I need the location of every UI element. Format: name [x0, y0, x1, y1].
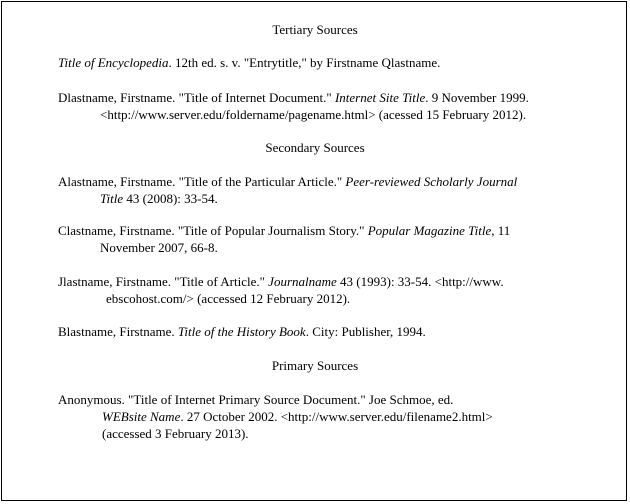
journal-title-part2: Title	[100, 191, 124, 206]
primary-doc-date-url: . 27 October 2002. <http://www.server.edu/filename2.html>	[180, 409, 493, 424]
citation-history-book	[58, 323, 588, 340]
primary-doc-accessed: (accessed 3 February 2013).	[102, 426, 249, 441]
citation-internet-document	[58, 89, 588, 123]
journal-title-part1: Peer-reviewed Scholarly Journal	[345, 174, 518, 189]
article-volume-pages: 43 (2008): 33-54.	[123, 191, 218, 206]
encyclopedia-details: . 12th ed. s. v. "Entrytitle," by Firstname Qlastname.	[168, 55, 441, 70]
heading-secondary-sources: Secondary Sources	[265, 140, 365, 155]
primary-doc-author-title: Anonymous. "Title of Internet Primary Source Document." Joe Schmoe, ed.	[58, 392, 454, 407]
online-journal-name: Journalname	[268, 274, 337, 289]
book-publisher: . City: Publisher, 1994.	[305, 324, 426, 339]
book-title: Title of the History Book	[177, 324, 306, 339]
heading-tertiary-sources: Tertiary Sources	[272, 22, 358, 37]
online-article-url: ebscohost.com/> (accessed 12 February 2012).	[106, 291, 351, 306]
citation-journalism-story	[58, 222, 588, 256]
citation-encyclopedia	[58, 54, 588, 71]
internet-doc-url: <http://www.server.edu/foldername/pagename.html> (acessed 15 February 2012).	[100, 107, 527, 122]
heading-primary-sources: Primary Sources	[271, 358, 359, 373]
online-article-volume: 43 (1993): 33-54. <http://www.	[336, 274, 504, 289]
internet-doc-author-title: Dlastname, Firstname. "Title of Internet Document."	[58, 90, 335, 105]
internet-doc-date: . 9 November 1999.	[425, 90, 529, 105]
primary-website-name: WEBsite Name	[102, 409, 181, 424]
citation-journal-article	[58, 173, 588, 207]
journalism-day: , 11	[491, 223, 511, 238]
book-author: Blastname, Firstname.	[58, 324, 178, 339]
online-article-author-title: Jlastname, Firstname. "Title of Article."	[58, 274, 269, 289]
internet-site-title: Internet Site Title	[334, 90, 426, 105]
citation-online-article	[58, 273, 588, 307]
article-author-title: Alastname, Firstname. "Title of the Particular Article."	[58, 174, 346, 189]
journalism-date-pages: November 2007, 66-8.	[100, 240, 218, 255]
citation-primary-document	[58, 391, 588, 442]
magazine-title: Popular Magazine Title	[367, 223, 492, 238]
encyclopedia-title: Title of Encyclopedia	[58, 55, 169, 70]
journalism-author-title: Clastname, Firstname. "Title of Popular Journalism Story."	[58, 223, 368, 238]
